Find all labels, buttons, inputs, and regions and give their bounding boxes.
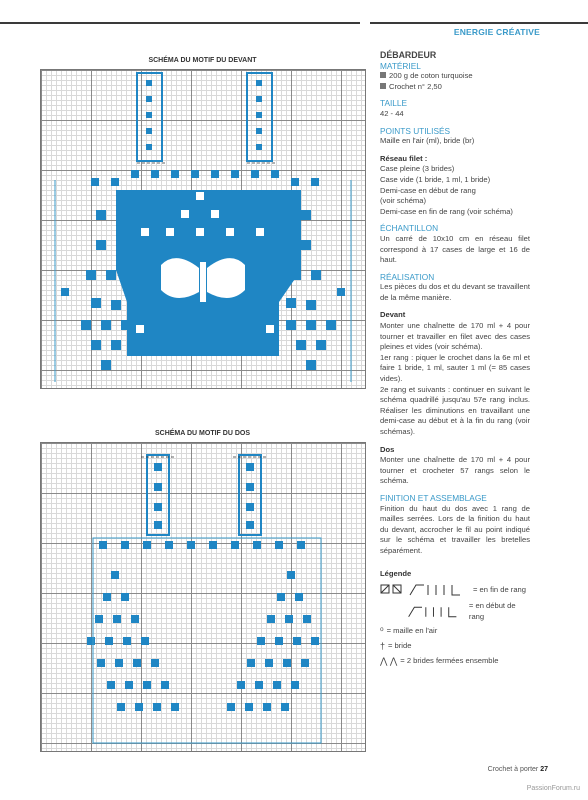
legend-chain-label: = maille en l'air (386, 626, 438, 636)
materiel-heading: MATÉRIEL (380, 60, 421, 71)
page-footer (488, 766, 548, 773)
legend-row-fin (380, 583, 530, 597)
front-chart-grid (40, 69, 366, 389)
taille-value: 42 - 44 (380, 108, 404, 118)
front-chart-title: SCHÉMA DU MOTIF DU DEVANT (148, 57, 257, 64)
magazine-name: Crochet à porter (487, 766, 539, 773)
treble-stitch-icon: † (380, 640, 386, 651)
legend-fin-label: = en fin de rang (473, 584, 526, 594)
pattern-instructions (380, 50, 530, 666)
half-square-start-icon (380, 605, 466, 619)
page-number: 27 (540, 766, 548, 773)
realisation-text: Les pièces du dos et du devant se travaillent de la même manière. (380, 282, 530, 302)
legend-debut-label: = en début de rang (468, 601, 516, 621)
legend-decrease-label: = 2 brides fermées ensemble (400, 655, 499, 665)
bullet-square-icon (380, 83, 386, 89)
materiel-item: Crochet n° 2,50 (380, 82, 530, 93)
watermark: PassionForum.ru (526, 785, 580, 792)
materiel-item: 200 g de coton turquoise (380, 71, 530, 82)
reseau-line: (voir schéma) (380, 196, 426, 206)
finition-text: Finition du haut du dos avec 1 rang de mailles serrées. Lors de la finition du haut du devant, accrocher le fil au point indiqué sur le schéma et travailler les bretelles séparément. (380, 503, 530, 555)
reseau-line: Demi-case en fin de rang (voir schéma) (380, 206, 513, 216)
finition-heading: FINITION ET ASSEMBLAGE (380, 492, 487, 503)
back-motif (41, 443, 365, 751)
realisation-heading: RÉALISATION (380, 271, 435, 282)
reseau-line: Case vide (1 bride, 1 ml, 1 bride) (380, 174, 491, 184)
legend-row-debut (380, 601, 530, 622)
dos-heading: Dos (380, 444, 395, 454)
devant-text: Monter une chaînette de 170 ml + 4 pour tourner et travailler en filet avec des cases pleines et vides (voir schéma). (380, 321, 530, 352)
devant-text: 1er rang : piquer le crochet dans la 6e ml et faire 1 bride, 1 ml, sauter 1 ml (= 85 cases vides). (380, 352, 530, 384)
back-chart-title: SCHÉMA DU MOTIF DU DOS (154, 430, 251, 437)
top-band-right (370, 22, 588, 24)
reseau-line: Demi-case en début de rang (380, 185, 476, 195)
devant-text: 2e rang et suivants : continuer en suivant le schéma quadrillé jusqu'au 57e rang inclus. Réaliser les diminutions en travaillant une demi-case au début et à la fin du rang (voir schémas). (380, 384, 530, 436)
points-heading: POINTS UTILISÉS (380, 125, 451, 136)
legend-bride-label: = bride (388, 640, 412, 650)
echantillon-heading: ÉCHANTILLON (380, 223, 439, 234)
half-square-end-icon (380, 583, 470, 597)
chain-stitch-icon: ⁰ (380, 626, 384, 637)
dos-text: Monter une chaînette de 170 ml + 4 pour tourner et crocheter 57 rangs selon le schéma. (380, 455, 530, 486)
legend-row-bride (380, 641, 530, 652)
reseau-heading: Réseau filet : (380, 153, 428, 163)
back-chart-grid (40, 442, 366, 752)
devant-heading: Devant (380, 310, 406, 320)
section-tag: ENERGIE CRÉATIVE (453, 27, 540, 37)
bullet-square-icon (380, 72, 386, 78)
points-value: Maille en l'air (ml), bride (br) (380, 136, 475, 146)
article-title: DÉBARDEUR (380, 50, 437, 60)
top-band-left (0, 22, 360, 24)
decrease-stitch-icon: ⋀ ⋀ (380, 655, 398, 666)
legend-row-decrease (380, 656, 530, 667)
legend-heading: Légende (380, 568, 412, 578)
taille-heading: TAILLE (380, 98, 408, 109)
reseau-line: Case pleine (3 brides) (380, 164, 455, 174)
front-motif (41, 70, 365, 388)
echantillon-text: Un carré de 10x10 cm en réseau filet correspond à 17 cases de large et 16 de haut. (380, 233, 530, 265)
legend-row-chain (380, 626, 530, 637)
